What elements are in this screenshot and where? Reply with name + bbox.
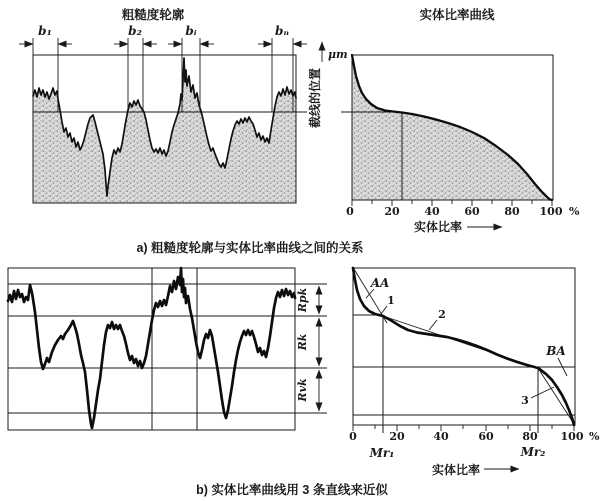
b-width-ticks [33, 38, 293, 112]
ratio-x-ticks [352, 200, 552, 206]
approx-x-ticks [353, 425, 574, 431]
line-3-label: 3 [521, 394, 529, 407]
panel-a-material-ratio-curve [307, 7, 580, 234]
approx-plot-box [353, 268, 575, 425]
line-2-label: 2 [438, 308, 446, 321]
bn-label: bₙ [275, 24, 289, 38]
ratio-curve-fill [352, 55, 552, 200]
mr2-label: Mr₂ [520, 445, 546, 459]
ratio-tick-100: 100 [539, 205, 563, 218]
roughness-profile-title: 粗糙度轮廓 [121, 8, 185, 22]
profile-material-fill [33, 58, 296, 203]
rvk-label: Rvk [296, 378, 309, 402]
aa-point-label: AA [370, 276, 390, 290]
approx-material-ratio-curve [353, 268, 574, 425]
bi-label: bᵢ [185, 24, 197, 38]
caption-a: a) 粗糙度轮廓与实体比率曲线之间的关系 [136, 241, 364, 255]
b1-label: b₁ [38, 24, 52, 38]
y-unit-label: μm [328, 48, 348, 61]
approx-tick-40: 40 [433, 430, 449, 443]
ba-point-label: BA [546, 344, 566, 358]
panel-a-roughness-profile [19, 7, 307, 203]
ratio-tick-80: 80 [504, 205, 520, 218]
rk-label: Rk [296, 333, 309, 351]
approx-x-axis-label: 实体比率 [431, 463, 481, 477]
caption-b: b) 实体比率曲线用 3 条直线来近似 [196, 483, 388, 497]
approx-tick-80: 80 [522, 430, 538, 443]
approx-tick-100: 100 [560, 430, 584, 443]
line-1-label: 1 [387, 294, 395, 307]
b2-label: b₂ [128, 24, 142, 38]
ratio-tick-0: 0 [346, 205, 354, 218]
ratio-tick-40: 40 [424, 205, 440, 218]
approx-tick-20: 20 [389, 430, 405, 443]
rpk-label: Rpk [296, 287, 309, 313]
approximation-lines [354, 269, 574, 424]
ratio-tick-20: 20 [384, 205, 400, 218]
approx-percent-label: % [589, 430, 600, 443]
panel-b-roughness-profile [8, 268, 327, 430]
y-axis-label: 截线的位置 [308, 67, 322, 128]
approx-tick-0: 0 [349, 430, 357, 443]
ratio-x-axis-label: 实体比率 [413, 220, 463, 234]
panel-b-approximation-plot [349, 268, 600, 477]
approx-tick-60: 60 [478, 430, 494, 443]
approx-line-3 [538, 368, 574, 424]
material-ratio-curve-title: 实体比率曲线 [419, 8, 495, 22]
ratio-tick-60: 60 [464, 205, 480, 218]
ratio-percent-label: % [569, 205, 580, 218]
mr1-label: Mr₁ [369, 446, 395, 460]
